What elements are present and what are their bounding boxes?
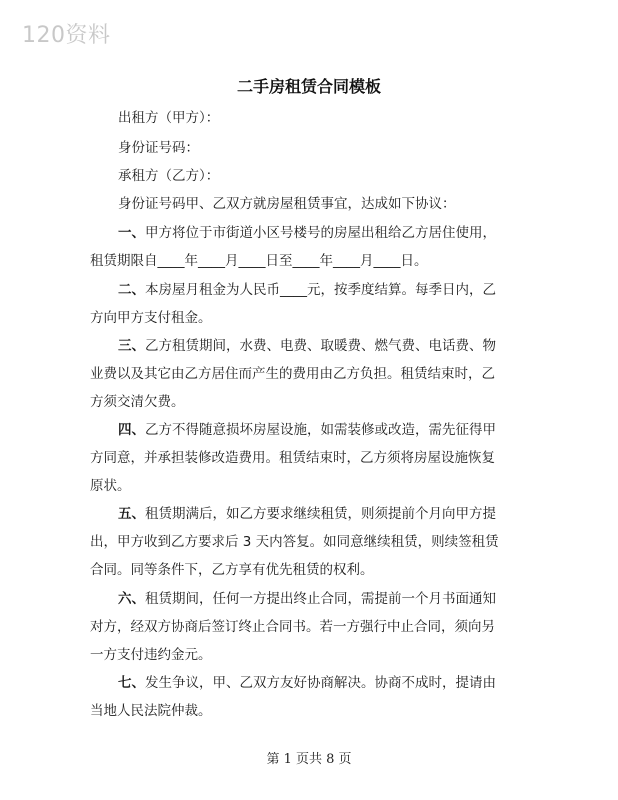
- page-footer: 第 1 页共 8 页: [266, 752, 352, 767]
- clause-3-line-1: 三、乙方租赁期间，水费、电费、取暖费、燃气费、电话费、物: [118, 338, 496, 354]
- agreement-intro: 身份证号码甲、乙双方就房屋租赁事宜，达成如下协议：: [118, 196, 456, 212]
- clause-6-line-1: 六、租赁期间，任何一方提出终止合同，需提前一个月书面通知: [118, 591, 496, 607]
- watermark: 120资料: [22, 23, 111, 48]
- lessee-line: 承租方（乙方）：: [118, 168, 220, 184]
- clause-6-number: 六、: [118, 591, 145, 607]
- lessor-line: 出租方（甲方）：: [118, 110, 220, 126]
- clause-4-line-3: 原状。: [90, 478, 131, 494]
- clause-5-line-3: 合同。同等条件下，乙方享有优先租赁的权利。: [90, 562, 374, 578]
- clause-5-number: 五、: [118, 506, 145, 522]
- clause-1-line-2: 租赁期限自____年____月____日至____年____月____日。: [90, 253, 428, 269]
- lessor-id-line: 身份证号码：: [118, 140, 199, 156]
- clause-7-line-1: 七、发生争议，甲、乙双方友好协商解决。协商不成时，提请由: [118, 675, 496, 691]
- clause-4-line-1: 四、乙方不得随意损坏房屋设施，如需装修或改造，需先征得甲: [118, 422, 496, 438]
- clause-3-line-2: 业费以及其它由乙方居住而产生的费用由乙方负担。租赁结束时，乙: [90, 366, 495, 382]
- clause-3-number: 三、: [118, 338, 145, 354]
- clause-1-line-1: 一、甲方将位于市街道小区号楼号的房屋出租给乙方居住使用，: [118, 225, 496, 241]
- clause-6-line-3: 一方支付违约金元。: [90, 647, 212, 663]
- clause-2-line-1: 二、本房屋月租金为人民币____元，按季度结算。每季日内，乙: [118, 282, 496, 298]
- clause-4-line-2: 方同意，并承担装修改造费用。租赁结束时，乙方须将房屋设施恢复: [90, 450, 495, 466]
- clause-5-line-2: 出，甲方收到乙方要求后 3 天内答复。如同意继续租赁，则续签租赁: [90, 534, 499, 550]
- page-title: 二手房租赁合同模板: [236, 77, 381, 96]
- clause-3-line-3: 方须交清欠费。: [90, 394, 185, 410]
- clause-4-number: 四、: [118, 422, 145, 438]
- clause-7-number: 七、: [118, 675, 145, 691]
- clause-2-line-2: 方向甲方支付租金。: [90, 310, 212, 326]
- clause-7-line-2: 当地人民法院仲裁。: [90, 703, 212, 719]
- clause-2-number: 二、: [118, 282, 145, 298]
- clause-6-line-2: 对方，经双方协商后签订终止合同书。若一方强行中止合同，须向另: [90, 619, 495, 635]
- clause-5-line-1: 五、租赁期满后，如乙方要求继续租赁，则须提前个月向甲方提: [118, 506, 496, 522]
- clause-1-number: 一、: [118, 225, 145, 241]
